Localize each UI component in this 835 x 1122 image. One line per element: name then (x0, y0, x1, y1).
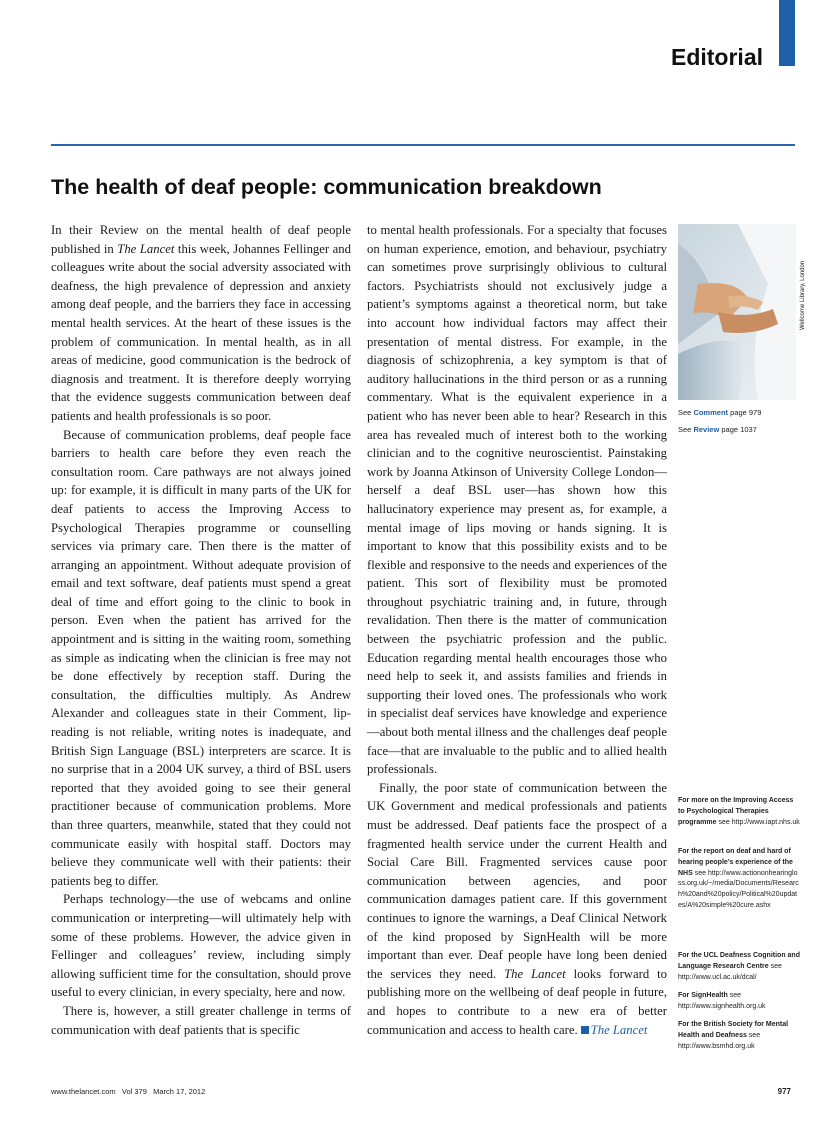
paragraph-3: Perhaps technology—the use of webcams and online communication or interpreting—will ultimately help with some of these problems. However, the advice given in Fellinger and colleagues’ review, including simply allowing sufficient time for the consultation, should prove useful to every clinician, in every specialty, here and now. (51, 892, 351, 1000)
body-column-1 (51, 221, 351, 1039)
see-review-link[interactable]: Review (693, 425, 720, 434)
see-review: See Review page 1037 (678, 425, 757, 434)
see-comment-link[interactable]: Comment (693, 408, 729, 417)
header-rule (51, 144, 795, 146)
photo-signing-hands (678, 224, 796, 400)
footer-citation: www.thelancet.com Vol 379 March 17, 2012 (51, 1087, 206, 1096)
article-title: The health of deaf people: communication breakdown (51, 175, 602, 199)
see-comment: See Comment page 979 (678, 408, 762, 417)
sidebar-nhs-report: For the report on deaf and hard of hearing people’s experience of the NHS see http://www.actiononhearingloss.org.uk/~/media/Documents/Research%20and%20policy/Political%20updates/A%20simple%20cure.ashx (678, 848, 799, 909)
section-label: Editorial (670, 44, 763, 70)
paragraph-1: In their Review on the mental health of deaf people published in The Lancet this week, Johannes Fellinger and colleagues write about the social adversity associated with deafness, the high prevalence of depression and anxiety among deaf people, and the barriers they face in accessing mental health services. At the heart of these issues is the problem of communication. In mental health, as in all areas of medicine, good communication is the bedrock of diagnosis and treatment. It is therefore deeply worrying that the evidence suggests communication between deaf patients and health professionals is so poor. (51, 223, 351, 423)
paragraph-6: Finally, the poor state of communication between the UK Government and medical professionals and patients must be addressed. Deaf patients face the prospect of a fragmented health service under the current Health and Social Care Bill. Fragmented services cause poor communication between agencies, and poor communication damages patient care. If this government continues to ignore the warnings, a Deaf Clinical Network of the kind proposed by SignHealth will be more important than ever. Deaf people have long been denied the services they need. The Lancet looks forward to publishing more on the wellbeing of deaf people in future, and hopes to contribute to a new era of better communication and access to health care. The Lancet (367, 780, 667, 1037)
paragraph-5: to mental health professionals. For a specialty that focuses on human experience, emotion, and behaviour, psychiatry can sometimes prove surprisingly oblivious to cultural factors. Psychiatrists should not exclusively judge a patient’s symptoms against a theoretical norm, but take into account how individual factors may affect their presentation of mental distress. For example, in the diagnosis of schizophrenia, a key symptom is that of auditory hallucinations in the third person or as a running commentary. What is the equivalent experience in a patient who has never been able to hear? Research in this area has revealed much of interest both to the working clinician and to the cognitive neuroscientist. Painstaking work by Joanna Atkinson of University College London—herself a deaf BSL user—has shown how this hallucinatory experience may present as, for example, a mental image of lips moving or hands signing. It is important to know that this possibility exists and to be flexible and responsive to the needs and experiences of the patient. This sort of flexibility must be promoted throughout psychiatric training and, in future, through revalidation. Then there is the matter of communication between the psychiatric profession and the public. Education regarding mental health encourages those who need help to seek it, and assists families and friends in supporting their loved ones. The professionals who work in specialist deaf services have knowledge and experience—about both mental illness and the challenges deaf people face—that are invaluable to the public and to allied health professionals. (367, 223, 667, 777)
article-source: The Lancet (590, 1022, 648, 1037)
body-column-2 (367, 221, 667, 1039)
sidebar-ucl: For the UCL Deafness Cognition and Language Research Centre see http://www.ucl.ac.uk/dcal/ (678, 952, 800, 981)
section-color-bar (779, 0, 795, 66)
sidebar-signhealth: For SignHealth see http://www.signhealth.org.uk (678, 992, 766, 1010)
page-number: 977 (777, 1087, 791, 1096)
sidebar-bsmhd: For the British Society for Mental Health and Deafness see http://www.bsmhd.org.uk (678, 1021, 789, 1050)
end-square-icon (581, 1026, 589, 1034)
sidebar-iapt: For more on the Improving Access to Psychological Therapies programme see http://www.iapt.nhs.uk (678, 797, 800, 826)
paragraph-4: There is, however, a still greater challenge in terms of communication with deaf patients that is specific (51, 1003, 351, 1037)
photo-credit: Wellcome Library, London (800, 260, 806, 330)
paragraph-2: Because of communication problems, deaf people face barriers to health care before they even reach the consultation room. Care pathways are not always joined up: for example, it is difficult in many parts of the UK for deaf patients to access the Improving Access to Psychological Therapies programme or counselling services via primary care. Then there is the matter of arranging an appointment. Without adequate provision of email and text software, deaf patients must spend a great deal of time and effort going to the clinic to book in person. Even when the patient has arrived for the appointment and is sitting in the waiting room, something as simple as indicating when the clinician is free may not be done effectively by reception staff. During the consultation, the difficulties multiply. As Andrew Alexander and colleagues state in their Comment, lip-reading is not reliable, writing notes is inadequate, and British Sign Language (BSL) interpreters are scarce. It is no surprise that in a 2004 UK survey, a third of BSL users reported that they avoided going to see their general practitioner because of communication problems. More than three quarters, meanwhile, stated that they could not communicate easily with hospital staff. Doctors may believe they communicate well with their patients: their patients beg to differ. (51, 427, 351, 888)
hands-image (678, 224, 796, 400)
